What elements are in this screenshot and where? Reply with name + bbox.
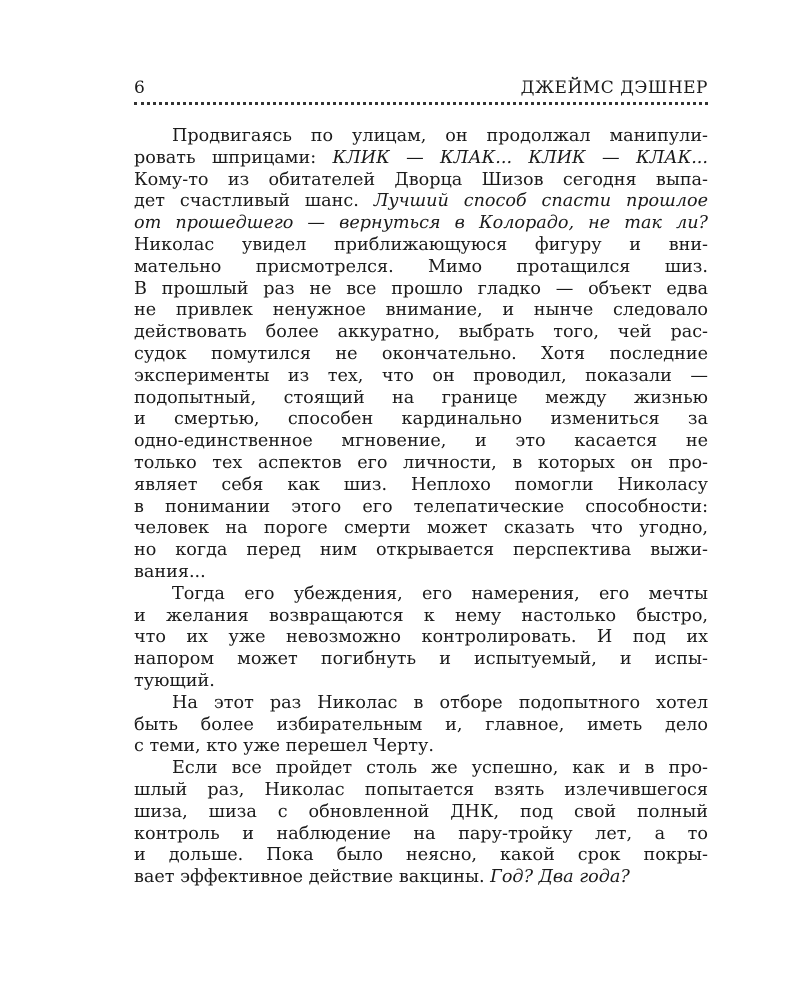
paragraph [134,693,708,758]
text-segment: Продвигаясь по улицам, он продолжал манипули- [172,126,708,146]
text-segment: но когда перед ним открывается перспектива выжи- [134,540,708,561]
text-line [134,257,708,279]
text-segment: и дольше. Пока было неясно, какой срок покры- [134,845,708,866]
text-line [134,540,708,562]
text-line [134,671,708,693]
text-segment: и желания возвращаются к нему настолько быстро, [134,605,708,626]
text-line [134,606,708,628]
text-segment: Кому-то из обитателей Дворца Шизов сегодня выпа- [134,169,708,190]
text-segment: В прошлый раз не все прошло гладко — объект едва [134,278,708,299]
text-segment: что их уже невозможно контролировать. И под их [134,627,708,648]
text-line [134,627,708,649]
text-line [134,388,708,410]
text-line [134,584,708,606]
text-segment: судок помутился не окончательно. Хотя последние [134,343,708,364]
text-segment: дет счастливый шанс. [134,191,374,212]
text-segment: действовать более аккуратно, выбрать того, чей рас- [134,322,708,343]
text-segment: тующий. [134,670,215,691]
text-line [134,213,708,235]
text-segment: и смертью, способен кардинально измениться за [134,409,708,430]
text-segment: Тогда его убеждения, его намерения, его мечты [172,583,708,604]
text-line [134,191,708,213]
text-line [134,366,708,388]
text-line [134,497,708,519]
text-line [134,453,708,475]
italic-text: КЛИК — КЛАК... КЛИК — КЛАК... [332,147,708,168]
text-line [134,148,708,170]
text-line [134,322,708,344]
text-segment: являет себя как шиз. Неплохо помогли Николасу [134,474,708,495]
text-line [134,736,708,758]
text-segment: ровать шприцами: [134,147,333,168]
text-segment: контроль и наблюдение на пару-тройку лет, а то [134,823,708,844]
text-segment: шлый раз, Николас попытается взять излечившегося [134,779,708,800]
page-body-text [134,126,708,889]
page-number: 6 [134,78,146,98]
italic-text: от прошедшего — вернуться в Колорадо, не так ли? [134,213,708,234]
text-line [134,431,708,453]
text-line [134,649,708,671]
text-line [134,802,708,824]
text-line [134,235,708,257]
text-segment: эксперименты из тех, что он проводил, показали — [134,365,708,386]
text-line [134,715,708,737]
author-name: ДЖЕЙМС ДЭШНЕР [520,78,708,98]
text-segment: мательно присмотрелся. Мимо протащился шиз. [134,256,708,277]
text-line [134,170,708,192]
italic-text: Лучший способ спасти прошлое [373,191,708,212]
text-line [134,824,708,846]
text-line [134,845,708,867]
text-line [134,518,708,540]
text-line [134,279,708,301]
text-segment: шиза, шиза с обновленной ДНК, под свой полный [134,801,708,822]
text-segment: вания... [134,561,206,582]
text-segment: На этот раз Николас в отборе подопытного хотел [172,692,708,713]
text-segment: в понимании этого его телепатические способности: [134,496,708,517]
text-line [134,126,708,148]
text-line [134,758,708,780]
text-line [134,780,708,802]
paragraph [134,584,708,693]
text-segment: Если все пройдет столь же успешно, как и в про- [172,758,708,779]
running-header [134,78,708,100]
text-segment: только тех аспектов его личности, в которых он про- [134,452,708,473]
text-segment: одно-единственное мгновение, и это касается не [134,431,708,452]
italic-text: Год? Два года? [490,867,630,888]
paragraph [134,758,708,889]
text-line [134,693,708,715]
text-segment: не привлек ненужное внимание, и нынче следовало [134,300,708,321]
text-segment: быть более избирательным и, главное, иметь дело [134,714,708,735]
text-line [134,562,708,584]
text-segment: с теми, кто уже перешел Черту. [134,736,434,757]
text-segment: Николас увидел приближающуюся фигуру и вни- [134,234,708,255]
text-line [134,300,708,322]
text-segment: напором может погибнуть и испытуемый, и испы- [134,649,708,670]
text-line [134,409,708,431]
text-segment: подопытный, стоящий на границе между жизнью [134,387,708,408]
text-line [134,475,708,497]
header-divider [134,102,708,105]
text-segment: человек на пороге смерти может сказать что угодно, [134,518,708,539]
paragraph [134,126,708,584]
text-segment: вает эффективное действие вакцины. [134,867,491,888]
text-line [134,344,708,366]
text-line [134,867,708,889]
